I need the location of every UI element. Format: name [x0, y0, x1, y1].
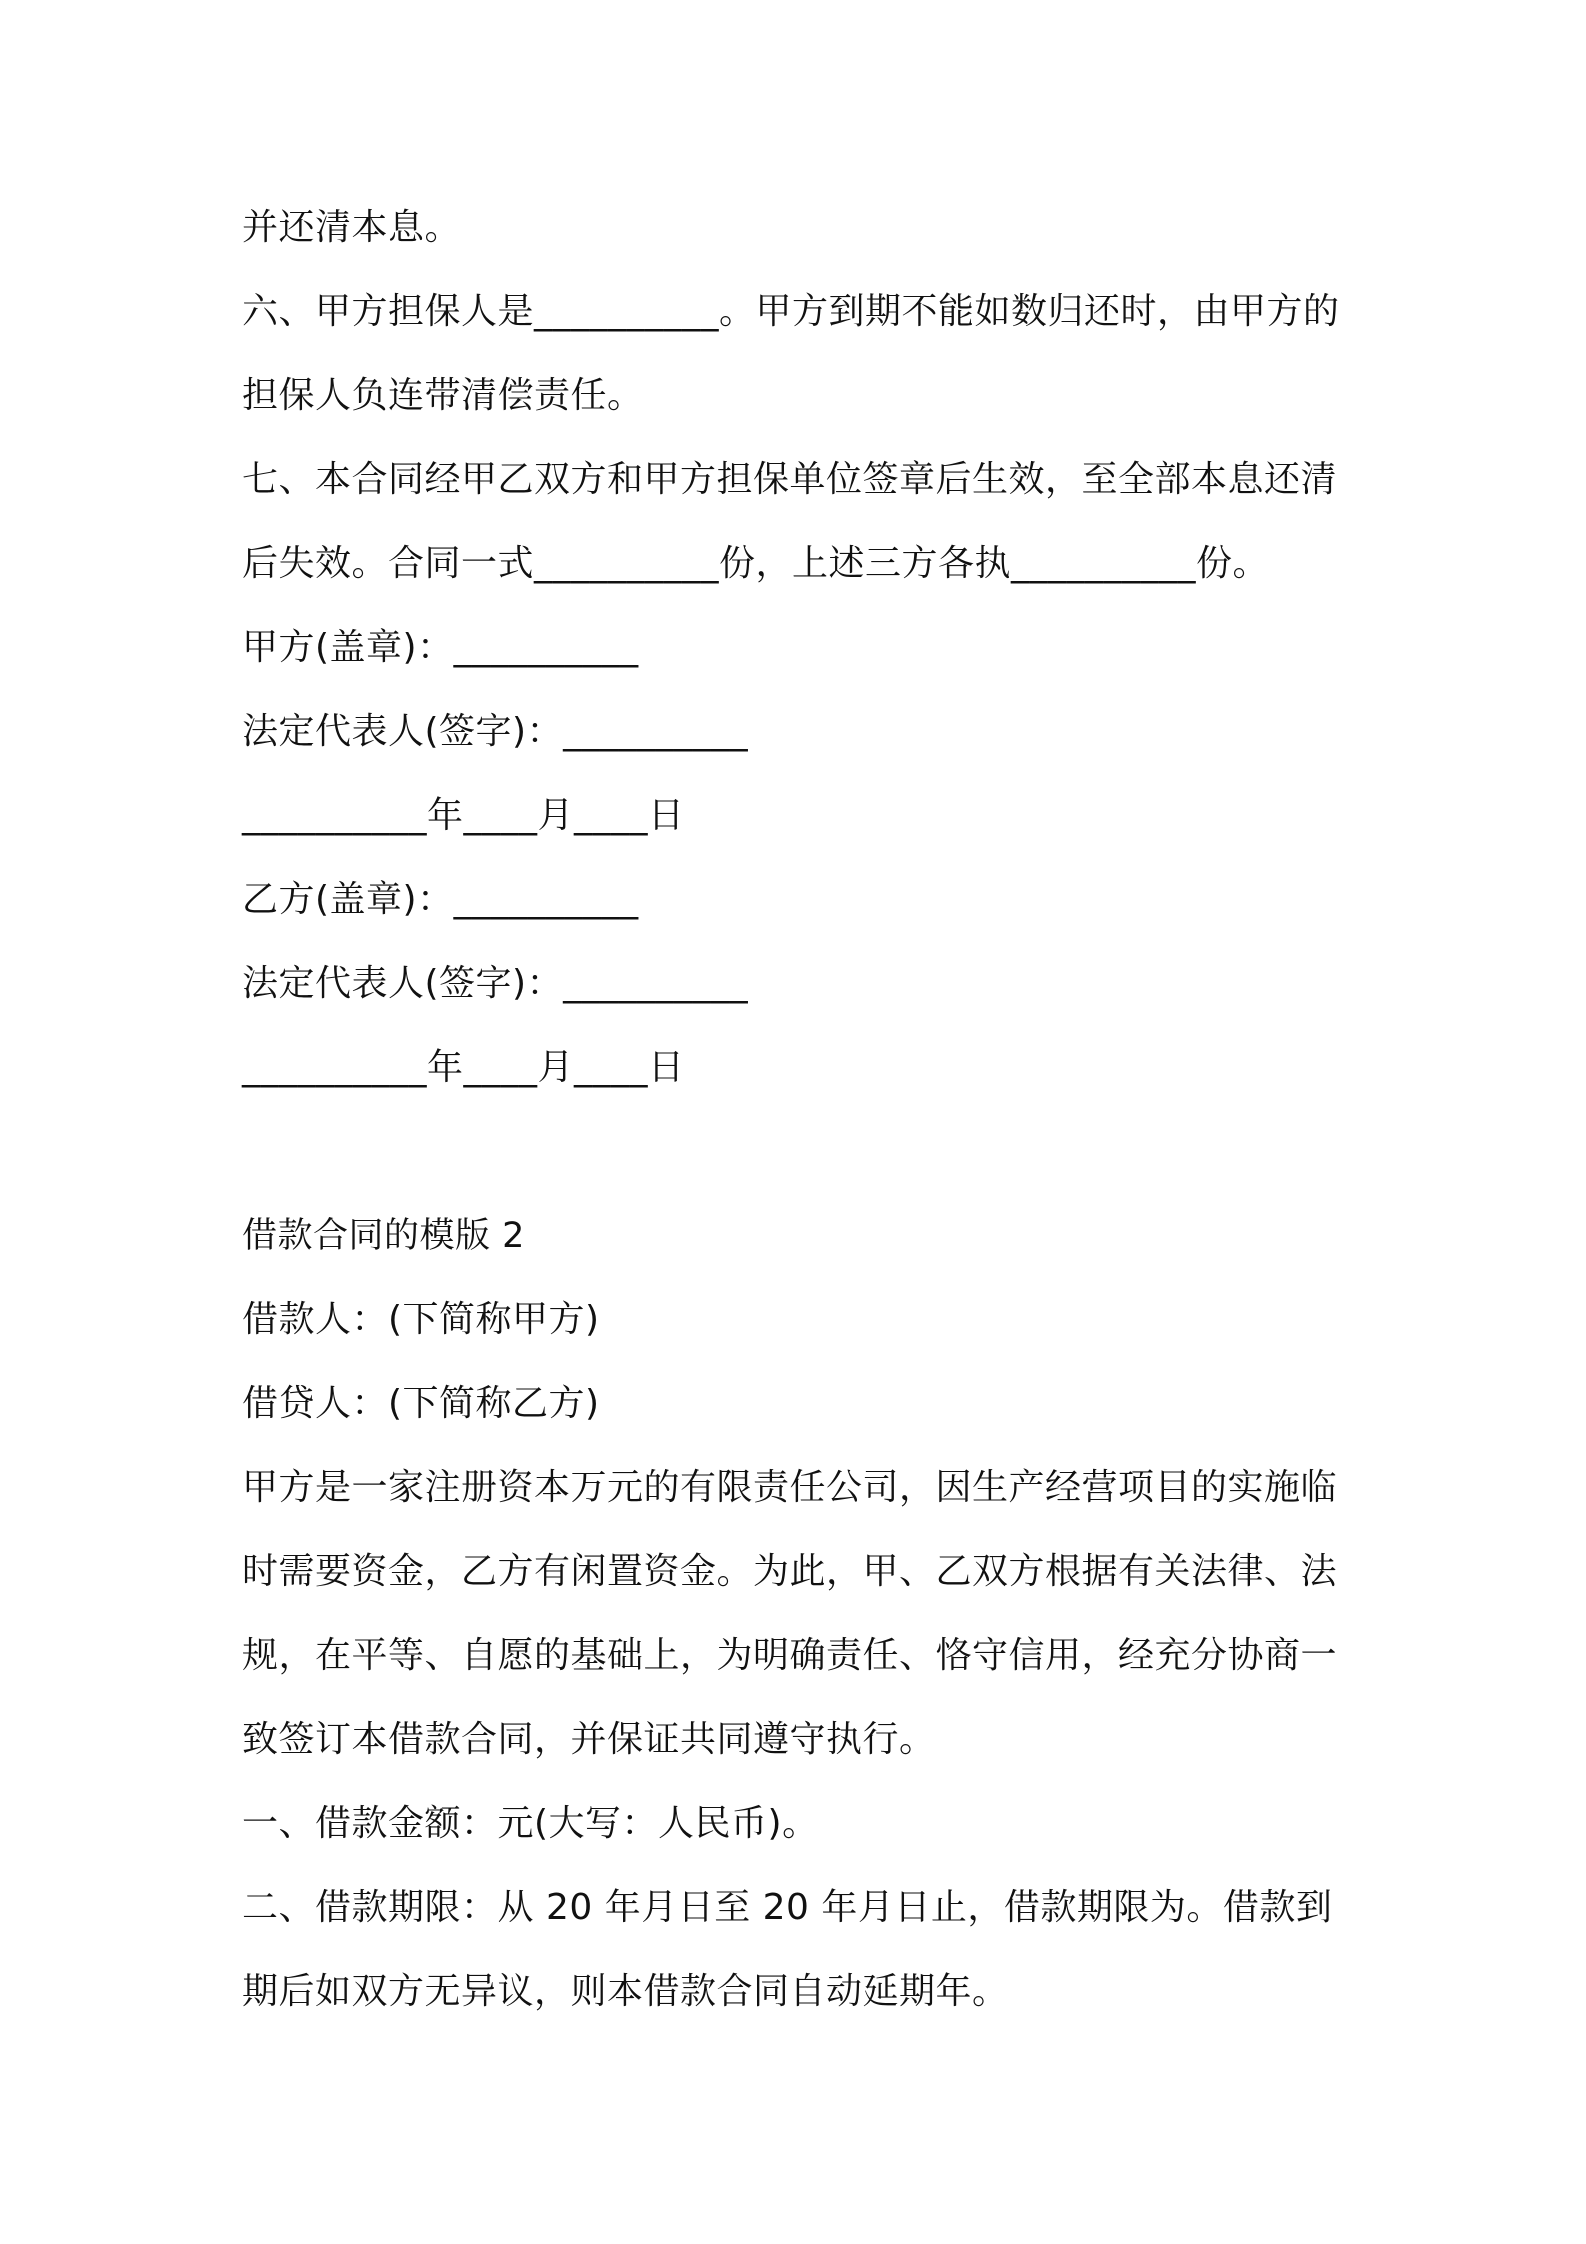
party-a-representative-line: 法定代表人(签字)：__________	[242, 711, 749, 752]
text-line: 时需要资金，乙方有闲置资金。为此，甲、乙双方根据有关法律、法	[242, 1551, 1338, 1592]
borrower-line: 借款人：(下简称甲方)	[242, 1299, 600, 1340]
party-b-representative-line: 法定代表人(签字)：__________	[242, 963, 749, 1004]
party-b-date-line: __________年____月____日	[242, 1047, 685, 1088]
text-line: 期后如双方无异议，则本借款合同自动延期年。	[242, 1971, 1009, 2012]
party-a-seal-line: 甲方(盖章)：__________	[242, 627, 639, 668]
text-line: 后失效。合同一式__________份，上述三方各执__________份。	[242, 543, 1270, 584]
party-b-seal-line: 乙方(盖章)：__________	[242, 879, 639, 920]
text-line: 七、本合同经甲乙双方和甲方担保单位签章后生效，至全部本息还清	[242, 459, 1338, 500]
text-line: 并还清本息。	[242, 207, 462, 248]
clause-term: 二、借款期限：从 20 年月日至 20 年月日止，借款期限为。借款到	[242, 1887, 1333, 1928]
text-line: 担保人负连带清偿责任。	[242, 375, 644, 416]
section-title: 借款合同的模版 2	[242, 1216, 525, 1256]
party-a-date-line: __________年____月____日	[242, 795, 685, 836]
lender-line: 借贷人：(下简称乙方)	[242, 1383, 600, 1424]
text-line: 致签订本借款合同，并保证共同遵守执行。	[242, 1719, 936, 1760]
text-line: 甲方是一家注册资本万元的有限责任公司，因生产经营项目的实施临	[242, 1467, 1338, 1508]
clause-amount: 一、借款金额：元(大写：人民币)。	[242, 1803, 819, 1844]
text-line: 规，在平等、自愿的基础上，为明确责任、恪守信用，经充分协商一	[242, 1635, 1338, 1676]
text-line: 六、甲方担保人是__________。甲方到期不能如数归还时，由甲方的	[242, 291, 1340, 332]
